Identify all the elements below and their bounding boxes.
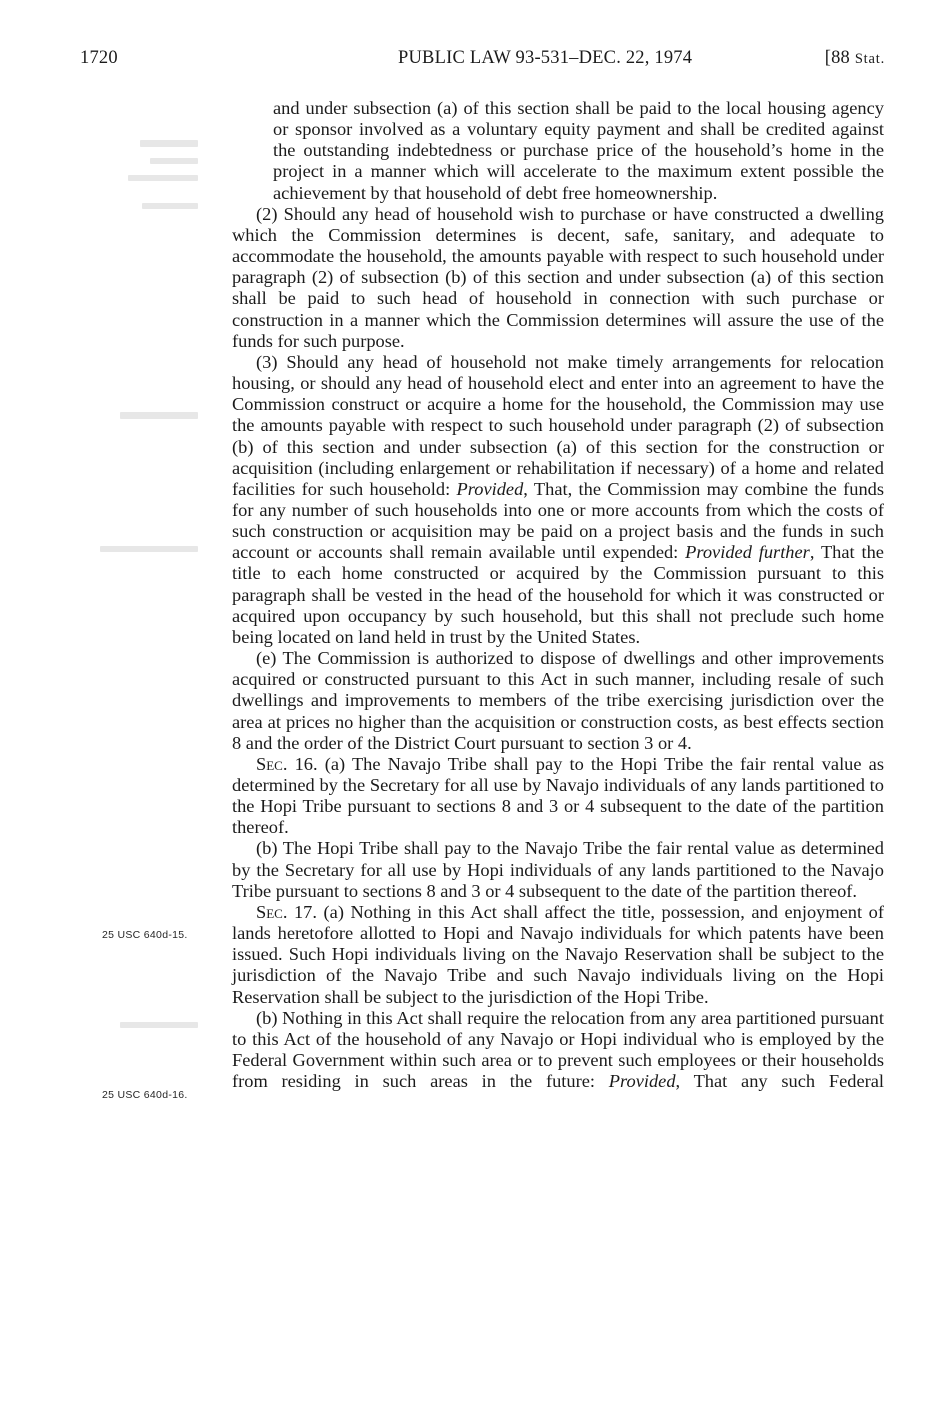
paragraph-3-part-c: , That the title to each home constructed or acquired by the Commission pursuant to this paragraph shall be vested in the head of the household for which it was constructed or acquired upon occupancy by such household, but this shall not preclude such home being located on land held in trust by the United States. (232, 542, 884, 647)
page-number: 1720 (80, 48, 118, 68)
paragraph-2: (2) Should any head of household wish to purchase or have constructed a dwelling which the Commission determines is decent, safe, sanitary, and adequate to accommodate the household, the amounts payable with respect to such household under paragraph (2) of subsection (b) of this section and under subsection (a) of this section shall be paid to such head of household in connection with such purchase or construction in a manner which the Commission determines will assure the use of the funds for such purpose. (232, 203, 884, 351)
bleed-through-mark (150, 158, 198, 164)
proviso-provided-further: Provided further (685, 542, 810, 563)
bleed-through-mark (120, 412, 198, 419)
section-16-label: Sec. 16. (256, 753, 318, 774)
proviso-provided: Provided (456, 478, 524, 499)
bleed-through-mark (140, 140, 198, 147)
section-17-b-part-b: , That any such Federal (675, 1071, 885, 1092)
section-17-b-part-a: (b) Nothing in this Act shall require the relocation from any area partitioned pursuant to this Act of the household of any Navajo or Hopi individual who is employed by the Federal Government within such area or to prevent such employees or their households from residing in such areas in the future: (232, 1007, 884, 1092)
bleed-through-mark (120, 1022, 198, 1028)
bleed-through-mark (128, 175, 198, 181)
subsection-e: (e) The Commission is authorized to dispose of dwellings and other improvements acquired or constructed pursuant to this Act in such manner, including resale of such dwellings and improvements to members of the tribe exercising jurisdiction over the area at prices no higher than the acquisition or construction costs, as best effects section 8 and the order of the District Court pursuant to section 3 or 4. (232, 648, 884, 753)
statute-reference-label: Stat. (854, 51, 885, 67)
statute-reference-prefix: [88 (824, 48, 855, 68)
proviso-provided-17b: Provided (608, 1071, 676, 1092)
section-16-a-text: (a) The Navajo Tribe shall pay to the Hopi Tribe the fair rental value as determined by the Secretary for all use by Navajo individuals of any lands partitioned to the Hopi Tribe pursuant to sections 8 and 3 or 4 subsequent to the date of the partition thereof. (232, 753, 884, 838)
margin-note-640d-15: 25 USC 640d-15. (102, 929, 188, 941)
paragraph-3-part-a: (3) Should any head of household not make timely arrangements for relocation housing, or should any head of household elect and enter into an agreement to have the Commission construct or acquire a home for the household, the Commission may use the amounts payable with respect to such household under paragraph (2) of subsection (b) of this section and under subsection (a) of this section for the construction or acquisition (including enlargement or rehabilitation if necessary) of a home and related facilities for such household: (232, 351, 884, 499)
paragraph-continuation: and under subsection (a) of this section shall be paid to the local housing agency or sponsor involved as a voluntary equity payment and shall be credited against the outstanding indebtedness or purchase price of the household’s home in the project in a manner which will accelerate to the maximum extent possible the achievement by that household of debt free homeownership. (273, 98, 884, 203)
bleed-through-mark (142, 203, 198, 209)
statute-reference (825, 48, 885, 69)
section-17-b (232, 1008, 884, 1093)
section-17-a-text: (a) Nothing in this Act shall affect the title, possession, and enjoyment of lands heretofore allotted to Hopi and Navajo individuals for which patents have been issued. Such Hopi individuals living on the Navajo Reservation shall be subject to the jurisdiction of the Navajo Tribe and such Navajo individuals living on the Hopi Reservation shall be subject to the jurisdiction of the Hopi Tribe. (232, 901, 884, 1007)
margin-note-640d-16: 25 USC 640d-16. (102, 1089, 188, 1101)
section-16-a (232, 754, 884, 839)
section-16-b: (b) The Hopi Tribe shall pay to the Navajo Tribe the fair rental value as determined by the Secretary for all use by Hopi individuals of any lands partitioned to the Navajo Tribe pursuant to sections 8 and 3 or 4 subsequent to the date of the partition thereof. (232, 838, 884, 901)
paragraph-3 (232, 352, 884, 648)
main-text (232, 98, 884, 1092)
section-17-label: Sec. 17. (256, 901, 317, 922)
section-17-a (232, 902, 884, 1008)
paragraph-3-part-b: , That, the Commission may combine the funds for any number of such households into one or more accounts from which the costs of such construction or acquisition may be paid on a project basis and the funds in such account or accounts shall remain available until expended: (232, 478, 884, 563)
bleed-through-mark (100, 546, 198, 552)
page-header (80, 48, 885, 78)
running-title: PUBLIC LAW 93-531–DEC. 22, 1974 (398, 48, 693, 68)
